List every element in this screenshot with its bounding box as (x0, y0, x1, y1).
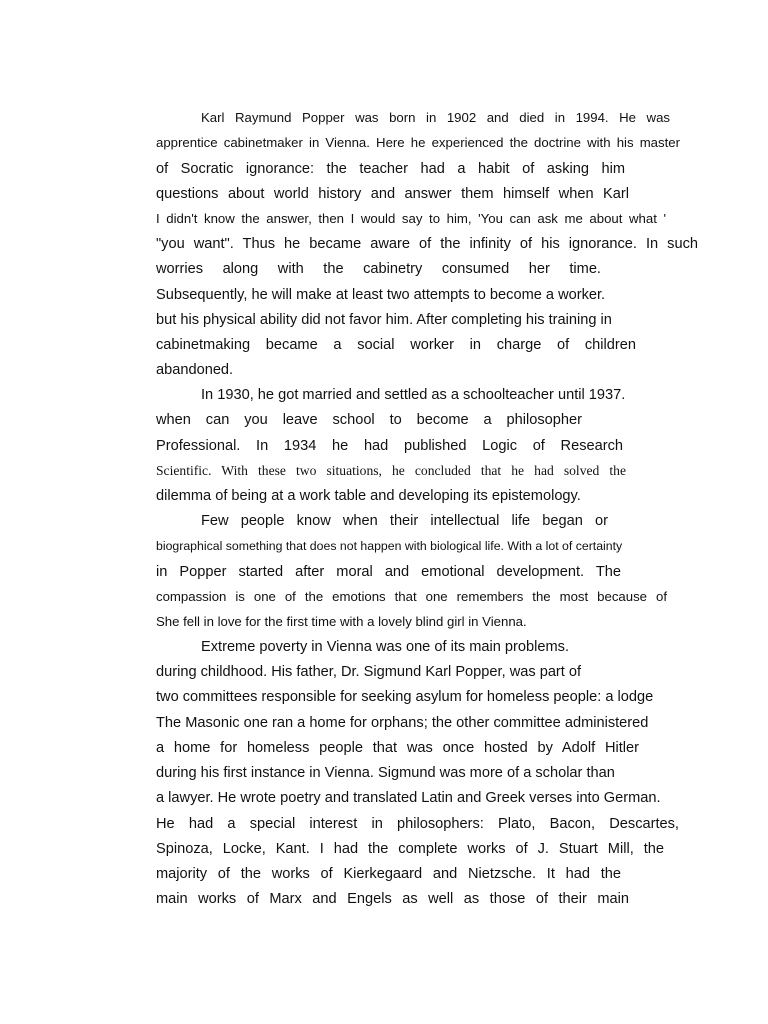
text-line: Professional. In 1934 he had published Logic of Research (156, 438, 623, 454)
text-line: cabinetmaking became a social worker in charge of children (156, 337, 636, 353)
text-line: two committees responsible for seeking asylum for homeless people: a lodge (156, 689, 654, 705)
text-line: biographical something that does not happen with biological life. With a lot of certainty (156, 539, 623, 553)
text-line: In 1930, he got married and settled as a schoolteacher until 1937. (201, 387, 626, 403)
text-line: worries along with the cabinetry consumed her time. (156, 261, 601, 277)
text-line: apprentice cabinetmaker in Vienna. Here he experienced the doctrine with his master (156, 135, 680, 150)
text-line: abandoned. (156, 362, 234, 378)
text-line: main works of Marx and Engels as well as those of their main (156, 891, 629, 907)
text-line: of Socratic ignorance: the teacher had a habit of asking him (156, 161, 625, 177)
text-line: She fell in love for the first time with a lovely blind girl in Vienna. (156, 614, 527, 629)
text-line: compassion is one of the emotions that one remembers the most because of (156, 589, 667, 604)
text-line: a lawyer. He wrote poetry and translated Latin and Greek verses into German. (156, 790, 661, 806)
text-line: questions about world history and answer them himself when Karl (156, 186, 629, 202)
text-line: in Popper started after moral and emotional development. The (156, 564, 621, 580)
text-line: Subsequently, he will make at least two attempts to become a worker. (156, 287, 606, 303)
text-line: during childhood. His father, Dr. Sigmund Karl Popper, was part of (156, 664, 582, 680)
text-line: majority of the works of Kierkegaard and Nietzsche. It had the (156, 866, 621, 882)
text-line: during his first instance in Vienna. Sigmund was more of a scholar than (156, 765, 615, 781)
text-line: I didn't know the answer, then I would say to him, 'You can ask me about what ' (156, 211, 666, 226)
text-line: He had a special interest in philosophers: Plato, Bacon, Descartes, (156, 816, 679, 832)
text-line: a home for homeless people that was once hosted by Adolf Hitler (156, 740, 639, 756)
text-line: "you want". Thus he became aware of the infinity of his ignorance. In such (156, 236, 698, 252)
text-line: Karl Raymund Popper was born in 1902 and died in 1994. He was (201, 110, 670, 125)
text-line: The Masonic one ran a home for orphans; the other committee administered (156, 715, 649, 731)
text-line: Spinoza, Locke, Kant. I had the complete works of J. Stuart Mill, the (156, 841, 664, 857)
text-line: but his physical ability did not favor him. After completing his training in (156, 312, 612, 328)
text-line: Extreme poverty in Vienna was one of its main problems. (201, 639, 569, 655)
text-line: dilemma of being at a work table and developing its epistemology. (156, 488, 581, 504)
text-line: Few people know when their intellectual life began or (201, 513, 608, 529)
text-line: Scientific. With these two situations, he concluded that he had solved the (156, 463, 626, 478)
text-line: when can you leave school to become a philosopher (156, 412, 582, 428)
